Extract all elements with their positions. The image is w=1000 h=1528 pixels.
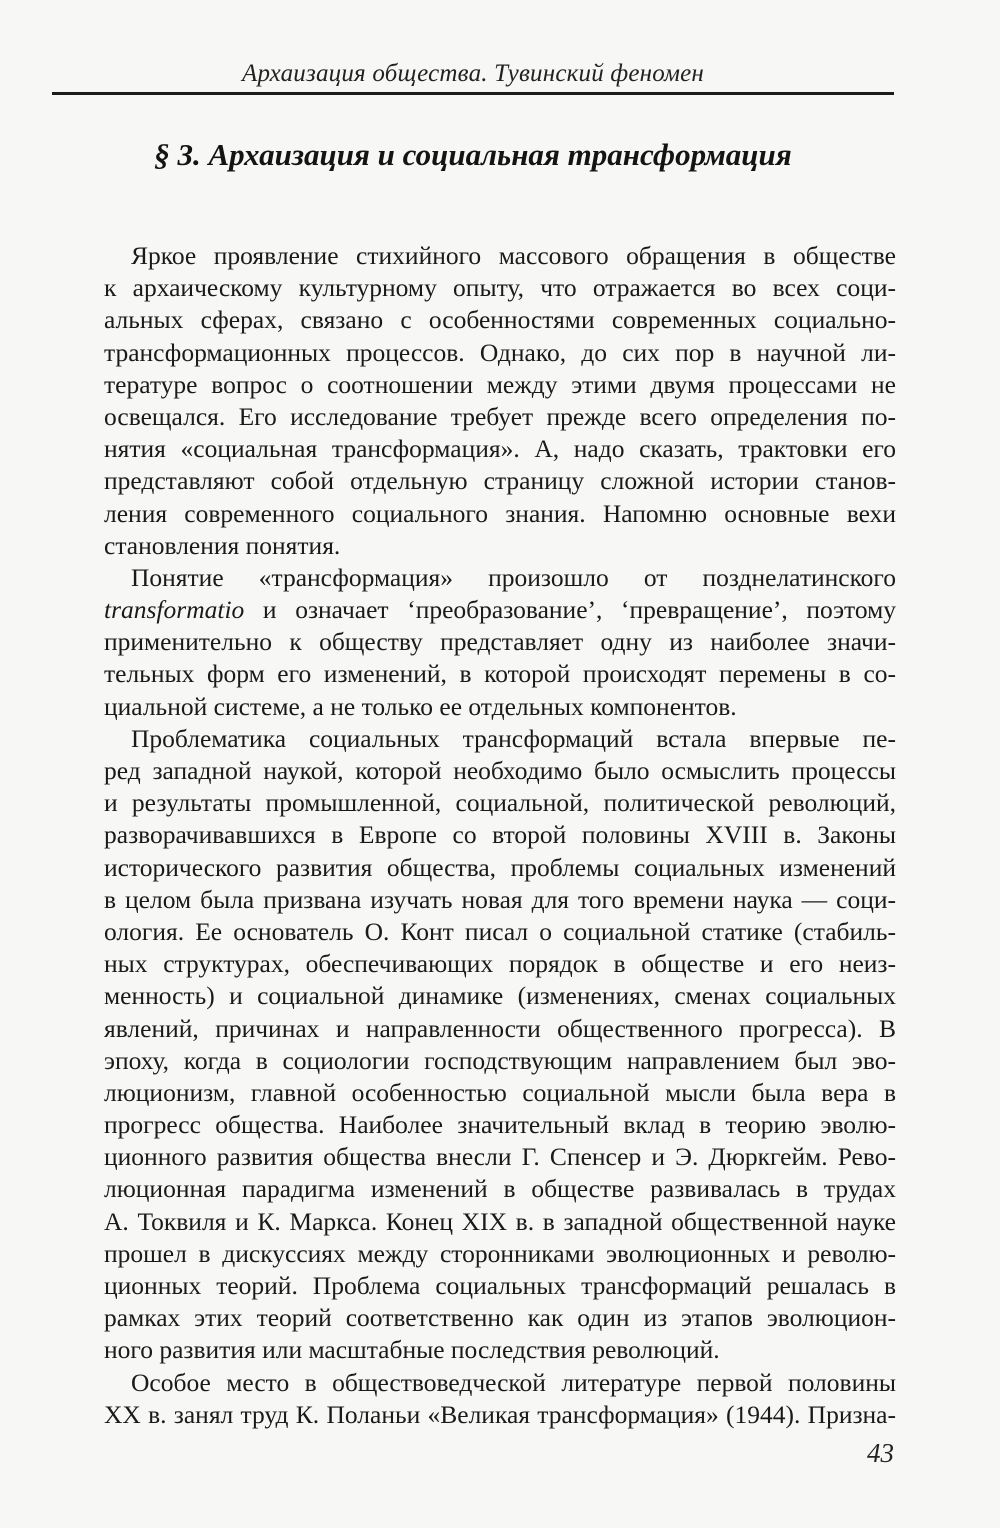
page-number: 43 — [867, 1438, 894, 1468]
text-line: эпоху, когда в социологии господствующим направлением был эво- — [104, 1045, 896, 1075]
text-line: Проблематика социальных трансформаций встала впервые пе- — [131, 723, 896, 753]
text-line: и результаты промышленной, социальной, политической революций, — [104, 788, 896, 818]
text-line: освещался. Его исследование требует прежде всего определения по- — [104, 401, 896, 431]
text-line: исторического развития общества, проблемы социальных изменений — [104, 852, 896, 882]
text-line: Яркое проявление стихийного массового обращения в обществе — [131, 241, 896, 270]
text-line: ред западной наукой, которой необходимо было осмыслить процессы — [104, 756, 896, 785]
text-line: циальной системе, а не только ее отдельных компонентов. — [104, 691, 737, 721]
text-line: прошел в дискуссиях между сторонниками эволюционных и револю- — [104, 1238, 896, 1268]
text-line: ления современного социального знания. Напомню основные вехи — [104, 498, 896, 528]
text-line: применительно к обществу представляет одну из наиболее значи- — [104, 627, 896, 657]
text-line: тературе вопрос о соотношении между этими двумя процессами не — [104, 369, 896, 399]
text-line: представляют собой отдельную страницу сложной истории станов- — [104, 466, 896, 496]
text-line: тельных форм его изменений, в которой происходят перемены в со- — [104, 659, 896, 689]
text-line-with-term — [104, 594, 896, 626]
text-line: рамках этих теорий соответственно как один из этапов эволюцион- — [104, 1303, 896, 1333]
text-line: Особое место в обществоведческой литературе первой половины — [131, 1367, 896, 1397]
text-line: нятия «социальная трансформация». А, надо сказать, трактовки его — [104, 434, 896, 464]
running-head: Архаизация общества. Тувинский феномен — [241, 60, 705, 87]
text-line: ного развития или масштабные последствия революций. — [104, 1335, 720, 1365]
text-line: в целом была призвана изучать новая для того времени наука — соци- — [104, 884, 896, 914]
section-title: § 3. Архаизация и социальная трансформация — [154, 137, 792, 172]
text-fragment: и означает ‘преобразование’, ‘превращение’, поэтому — [262, 595, 896, 625]
text-line: менность) и социальной динамике (изменениях, сменах социальных — [104, 981, 896, 1011]
text-line: ных структурах, обеспечивающих порядок в обществе и его неиз- — [104, 949, 896, 979]
paragraph-4 — [104, 1367, 896, 1431]
text-line: XX в. занял труд К. Поланьи «Великая трансформация» (1944). Призна- — [104, 1399, 896, 1429]
paragraph-2 — [104, 562, 896, 723]
text-line: Понятие «трансформация» произошло от позднелатинского — [131, 562, 896, 592]
text-line: люционизм, главной особенностью социальной мысли была вера в — [104, 1077, 896, 1107]
text-line: прогресс общества. Наиболее значительный вклад в теорию эволю- — [104, 1110, 896, 1140]
paragraph-1 — [104, 240, 896, 562]
text-line: явлений, причинах и направленности общественного прогресса). В — [104, 1013, 896, 1043]
text-line: разворачивавшихся в Европе со второй половины XVIII в. Законы — [104, 820, 896, 850]
text-line: становления понятия. — [104, 530, 341, 560]
text-line: ология. Ее основатель О. Конт писал о социальной статике (стабиль- — [104, 916, 896, 946]
text-line: ционных теорий. Проблема социальных трансформаций решалась в — [104, 1271, 896, 1300]
paragraph-3 — [104, 723, 896, 1367]
text-line: альных сферах, связано с особенностями современных социально- — [104, 305, 896, 335]
text-line: А. Токвиля и К. Маркса. Конец XIX в. в западной общественной науке — [104, 1206, 896, 1236]
header-rule — [52, 92, 894, 95]
text-line: люционная парадигма изменений в обществе развивалась в трудах — [104, 1174, 896, 1204]
latin-term: transformatio — [104, 595, 245, 625]
text-line: трансформационных процессов. Однако, до сих пор в научной ли- — [104, 337, 896, 367]
text-line: к архаическому культурному опыту, что отражается во всех соци- — [104, 273, 896, 303]
body-text — [104, 240, 896, 1431]
text-line: ционного развития общества внесли Г. Спенсер и Э. Дюркгейм. Рево- — [104, 1142, 896, 1172]
